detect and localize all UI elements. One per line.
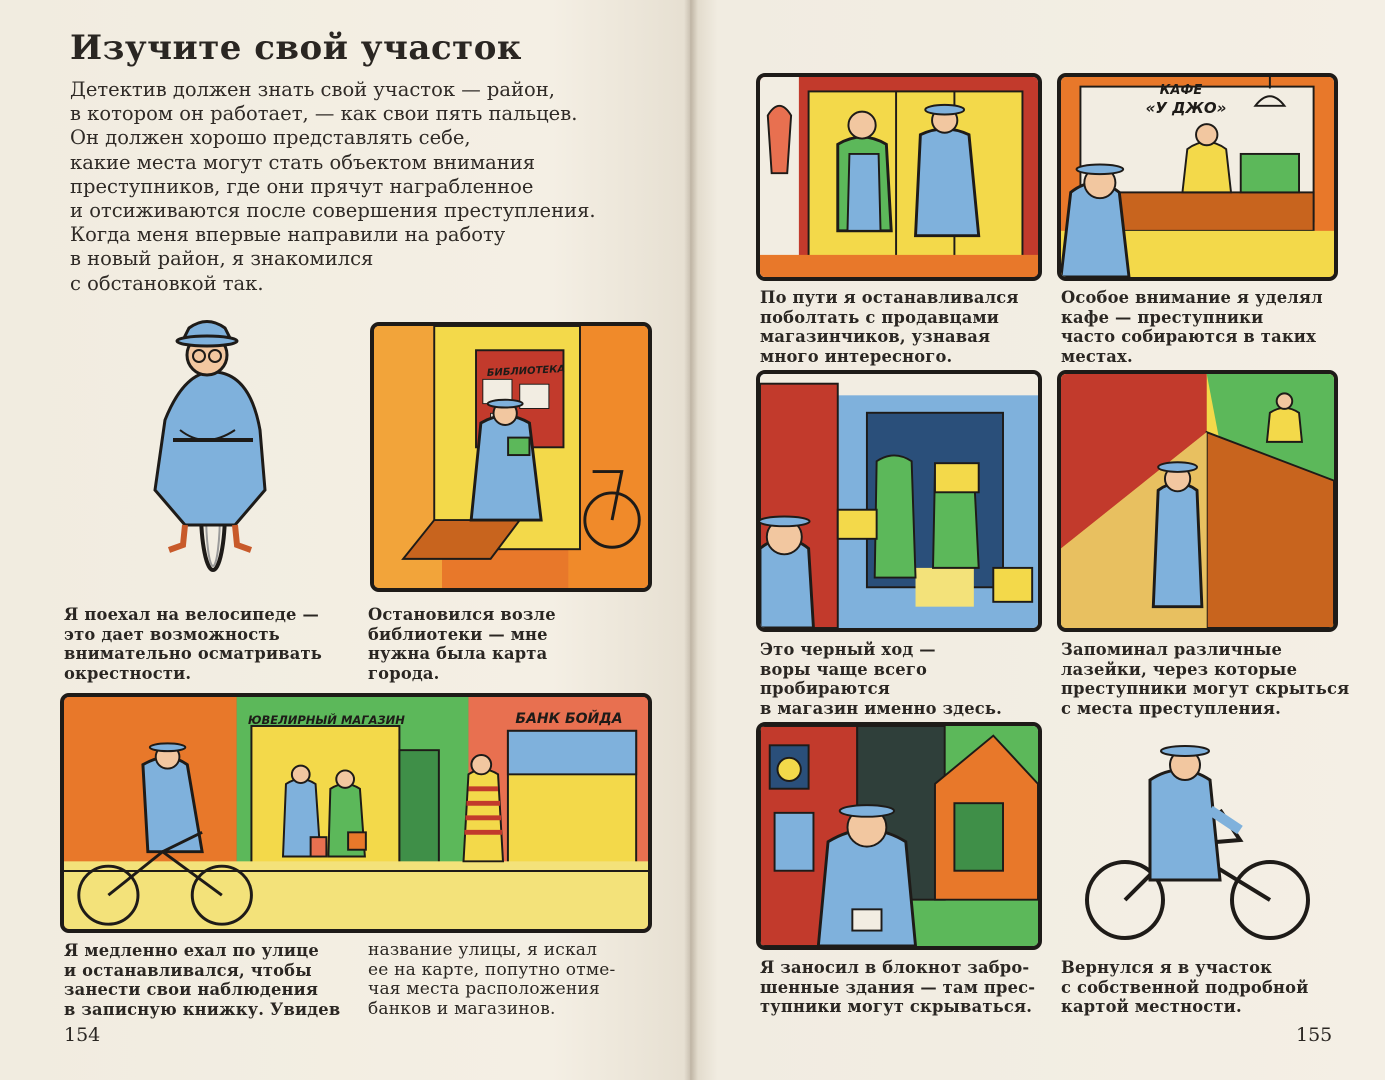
caption-return: Вернулся я в участок с собственной подробной картой местности.	[1061, 958, 1309, 1017]
caption-shops: По пути я останавливался поболтать с продавцами магазинчиков, узнавая много интересного.	[760, 288, 1019, 366]
caption-abandoned: Я заносил в блокнот забро- шенные здания — там прес- тупники могут скрываться.	[760, 958, 1036, 1017]
caption-street-b: название улицы, я искал ее на карте, попутно отме- чая места расположения банков и магазинов.	[368, 940, 616, 1019]
panel-cafe	[1057, 73, 1338, 281]
caption-street-a: Я медленно ехал по улице и останавливался, чтобы занести свои наблюдения в записную книжку. Увидев	[64, 941, 341, 1019]
page-number-left: 154	[64, 1024, 101, 1046]
library-sign: БИБЛИОТЕКА	[486, 363, 566, 380]
caption-cafe: Особое внимание я уделял кафе — преступники часто собираются в таких местах.	[1061, 288, 1323, 366]
illustration-detective-bike	[125, 310, 285, 590]
panel-street	[60, 693, 652, 933]
panel-abandoned	[756, 722, 1042, 950]
caption-bike: Я поехал на велосипеде — это дает возможность внимательно осматривать окрестности.	[64, 605, 323, 683]
page-left	[0, 0, 690, 1080]
caption-backdoor: Это черный ход — воры чаще всего пробираются в магазин именно здесь.	[760, 640, 1003, 718]
page-title: Изучите свой участок	[70, 28, 522, 68]
bank-sign: БАНК БОЙДА	[515, 711, 623, 727]
jewelry-sign: ЮВЕЛИРНЫЙ МАГАЗИН	[248, 713, 405, 727]
panel-backdoor	[756, 370, 1042, 632]
book-gutter	[684, 0, 698, 1080]
illustration-return-bike	[1070, 740, 1330, 950]
caption-library: Остановился возле библиотеки — мне нужна была карта города.	[368, 605, 556, 683]
panel-escape-routes	[1057, 370, 1338, 632]
page-right	[690, 0, 1385, 1080]
page-number-right: 155	[1296, 1024, 1333, 1046]
cafe-sign-line2: «У ДЖО»	[1145, 99, 1227, 117]
intro-text: Детектив должен знать свой участок — район, в котором он работает, — как свои пять пальцев. Он должен хорошо представлять себе, какие места могут стать объектом внимания преступников, где они прячут награбленное и отсиживаются после совершения преступления. Когда меня впервые направили на работу в новый район, я знакомился с обстановкой так.	[70, 78, 596, 295]
caption-escape: Запоминал различные лазейки, через которые преступники могут скрыться с места преступления.	[1061, 640, 1350, 718]
panel-library	[370, 322, 652, 592]
cafe-sign-line1: КАФЕ	[1159, 83, 1203, 98]
panel-shopkeeper	[756, 73, 1042, 281]
